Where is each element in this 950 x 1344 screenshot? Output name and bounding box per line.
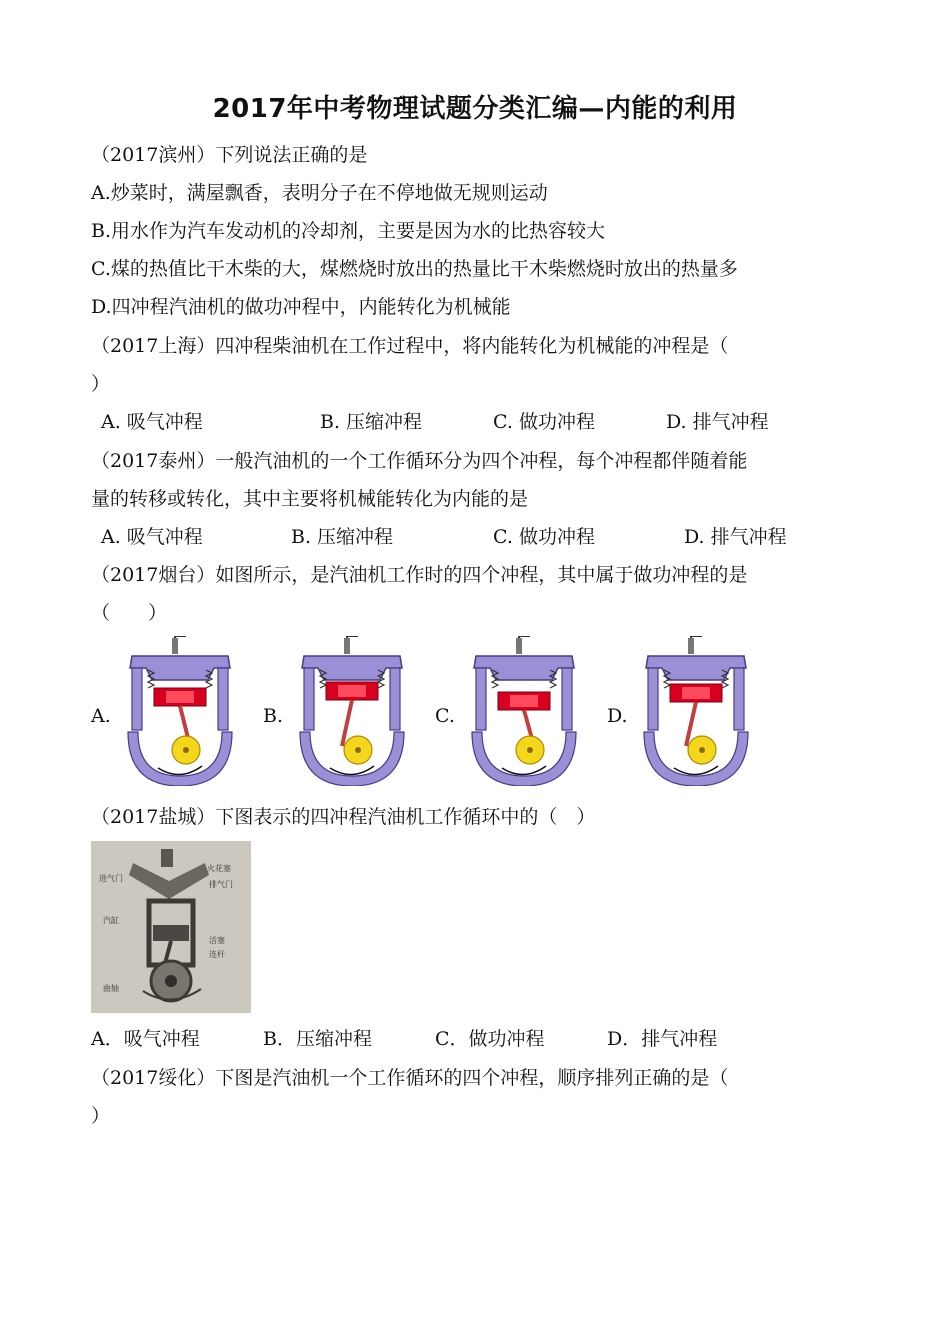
q1-stem: （2017滨州）下列说法正确的是 bbox=[91, 144, 368, 166]
photo-label-exhaust-valve: 排气门 bbox=[209, 880, 233, 889]
q5-option-b: B．压缩冲程 bbox=[263, 1028, 372, 1050]
engine-diagram-d bbox=[634, 636, 759, 786]
q4-label-b: B. bbox=[263, 705, 284, 727]
q1-option-c: C.煤的热值比干木柴的大，煤燃烧时放出的热量比干木柴燃烧时放出的热量多 bbox=[91, 258, 738, 280]
engine-diagram-c bbox=[462, 636, 587, 786]
q2-option-b: B. 压缩冲程 bbox=[320, 411, 423, 433]
q2-option-c: C. 做功冲程 bbox=[493, 411, 595, 433]
q4-label-a: A. bbox=[91, 705, 111, 727]
engine-diagram-a bbox=[118, 636, 243, 786]
q1-option-d: D.四冲程汽油机的做功冲程中，内能转化为机械能 bbox=[91, 296, 511, 318]
q3-option-b: B. 压缩冲程 bbox=[291, 526, 394, 548]
photo-label-cylinder: 汽缸 bbox=[103, 916, 119, 925]
photo-label-crankshaft: 曲轴 bbox=[103, 984, 119, 993]
q3-stem-line2: 量的转移或转化，其中主要将机械能转化为内能的是 bbox=[91, 488, 529, 510]
q2-option-a: A. 吸气冲程 bbox=[101, 411, 203, 433]
q2-option-d: D. 排气冲程 bbox=[666, 411, 769, 433]
q4-label-c: C. bbox=[435, 705, 455, 727]
q3-stem-line1: （2017泰州）一般汽油机的一个工作循环分为四个冲程，每个冲程都伴随着能 bbox=[91, 450, 748, 472]
photo-label-connecting-rod: 连杆 bbox=[209, 950, 225, 959]
q2-stem: （2017上海）四冲程柴油机在工作过程中，将内能转化为机械能的冲程是（ bbox=[91, 335, 729, 357]
photo-label-intake-valve: 进气门 bbox=[99, 874, 123, 883]
q5-stem: （2017盐城）下图表示的四冲程汽油机工作循环中的（ ） bbox=[91, 806, 596, 828]
q4-stem-end: （ ） bbox=[91, 602, 168, 624]
engine-photo bbox=[91, 841, 251, 1013]
engine-diagram-b bbox=[290, 636, 415, 786]
q5-option-c: C．做功冲程 bbox=[435, 1028, 545, 1050]
q6-stem-end: ） bbox=[91, 1105, 111, 1127]
q5-option-a: A．吸气冲程 bbox=[91, 1028, 200, 1050]
q3-option-d: D. 排气冲程 bbox=[684, 526, 787, 548]
q1-option-a: A.炒菜时，满屋飘香，表明分子在不停地做无规则运动 bbox=[91, 182, 548, 204]
q4-stem: （2017烟台）如图所示，是汽油机工作时的四个冲程，其中属于做功冲程的是 bbox=[91, 564, 748, 586]
q2-stem-end: ） bbox=[91, 373, 111, 395]
q5-option-d: D．排气冲程 bbox=[607, 1028, 718, 1050]
q1-option-b: B.用水作为汽车发动机的冷却剂，主要是因为水的比热容较大 bbox=[91, 220, 606, 242]
photo-label-piston: 活塞 bbox=[209, 936, 225, 945]
q4-label-d: D. bbox=[607, 705, 628, 727]
q3-option-c: C. 做功冲程 bbox=[493, 526, 595, 548]
photo-label-spark-plug: 火花塞 bbox=[207, 864, 231, 873]
page-title: 2017年中考物理试题分类汇编—内能的利用 bbox=[212, 94, 738, 124]
q6-stem: （2017绥化）下图是汽油机一个工作循环的四个冲程，顺序排列正确的是（ bbox=[91, 1067, 729, 1089]
q3-option-a: A. 吸气冲程 bbox=[101, 526, 203, 548]
